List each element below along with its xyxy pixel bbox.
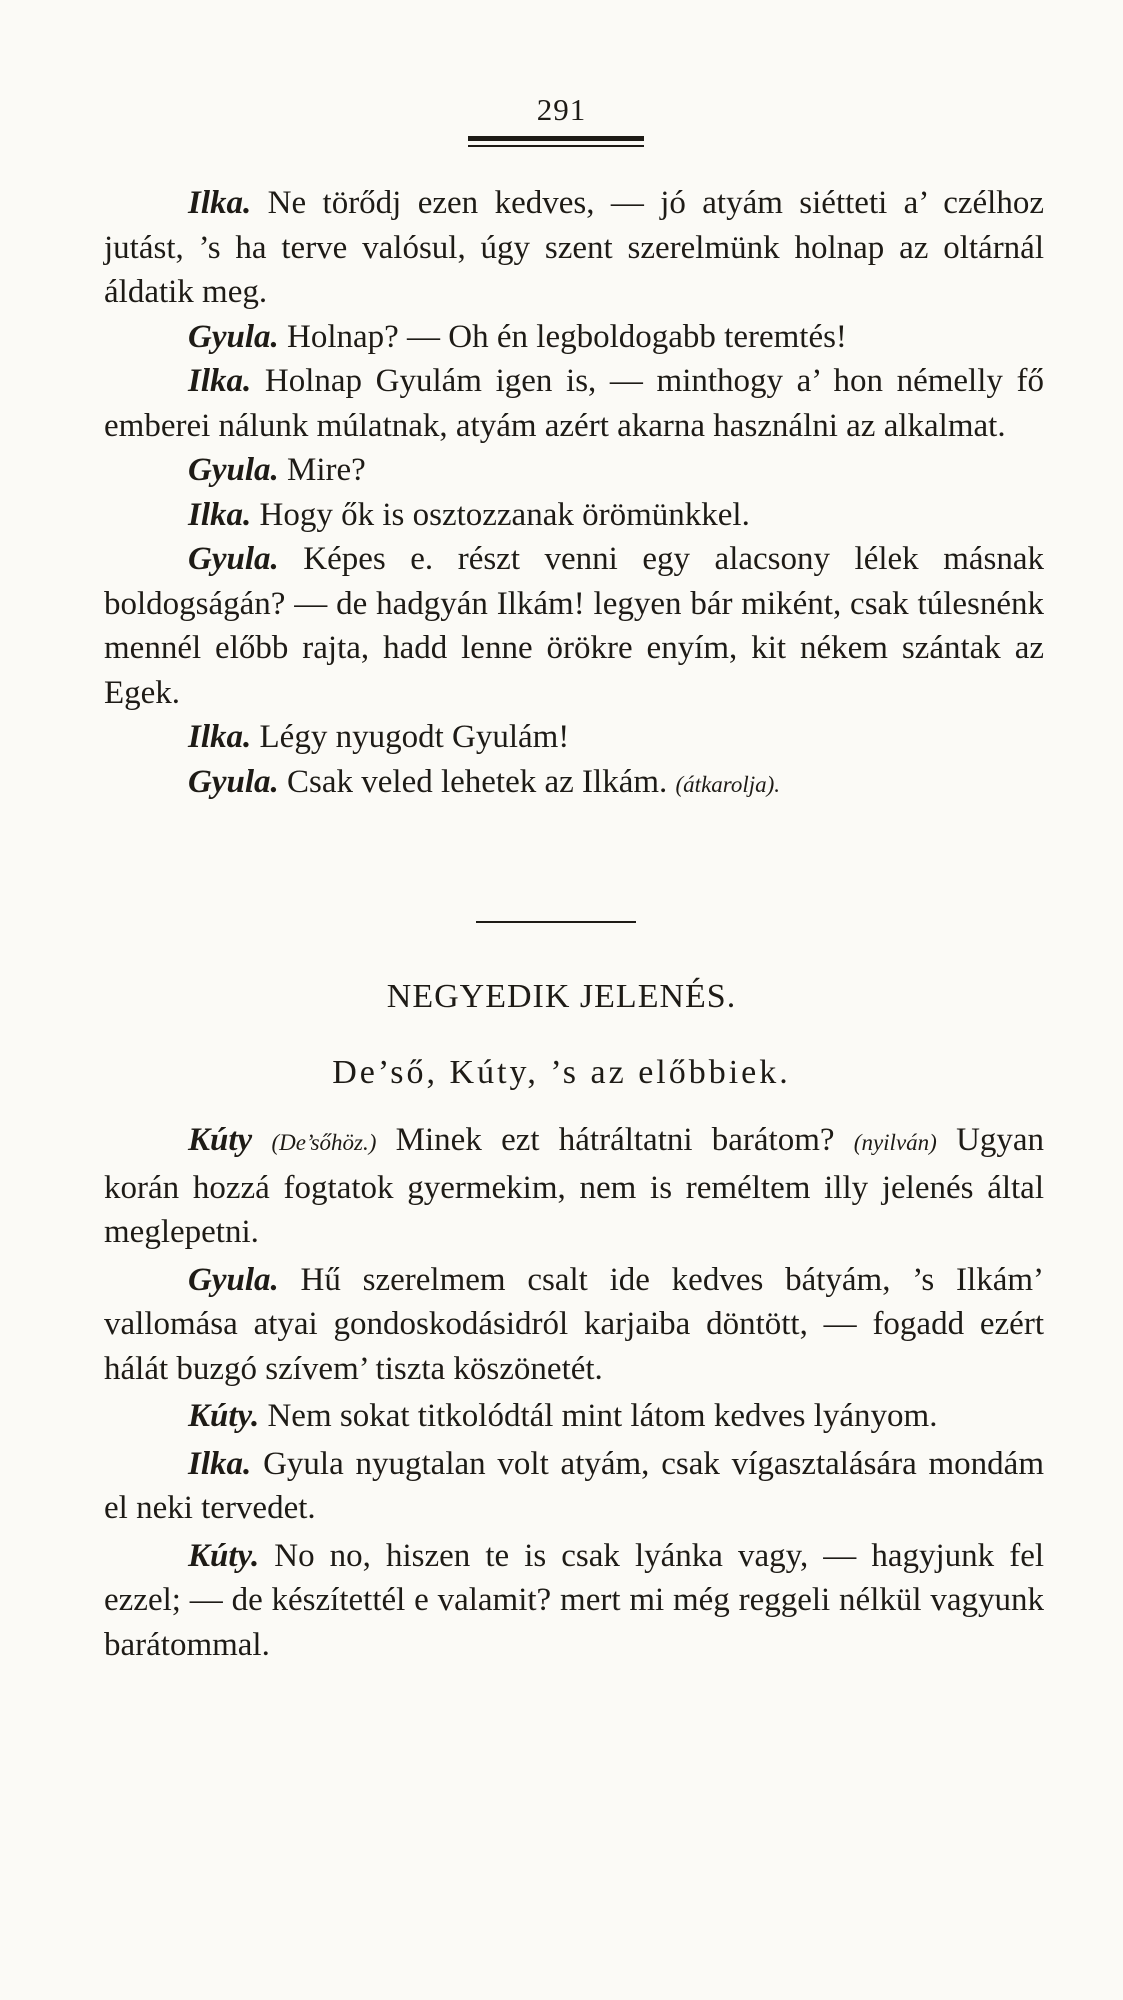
line-text: Nem sokat titkolódtál mint látom kedves lyányom. [267,1398,938,1434]
stage-direction: (átkarolja). [675,771,781,797]
dialogue-line [104,1534,1044,1668]
line-text: Ugyan korán hozzá fogtatok gyermekim, nem is reméltem illy jelenés által meglepetni. [104,1122,1045,1250]
line-text: Holnap? — Oh én legboldogabb teremtés! [287,318,847,355]
dialogue-line [104,315,1044,360]
dialogue-line [104,1258,1044,1392]
speaker-name: Kúty [188,1122,253,1158]
dialogue-line [104,359,1044,448]
speaker-name: Gyula. [188,1261,279,1298]
line-text: No no, hiszen te is csak lyánka vagy, — hagyjunk fel ezzel; — de készítettél e valamit? mert mi még reggeli nélkül vagyunk barátommal. [104,1537,1045,1663]
dialogue-line [104,493,1044,538]
scene-cast: De’ső, Kúty, ’s az előbbiek. [332,1054,791,1091]
line-text: Képes e. részt venni egy alacsony lélek másnak boldogságán? — de hadgyán Ilkám! legyen bár miként, csak túlesnénk mennél előbb rajta, hadd lenne örökre enyím, kit nékem szántak az Egek. [104,541,1044,711]
dialogue-block-2 [104,1118,1044,1670]
dialogue-line [104,715,1044,760]
dialogue-line [104,1442,1044,1531]
speaker-name: Kúty. [188,1537,260,1574]
line-text: Gyula nyugtalan volt atyám, csak vígasztalására mondám el neki tervedet. [104,1445,1044,1526]
speaker-name: Kúty. [188,1398,260,1434]
line-text: Csak veled lehetek az Ilkám. [287,763,668,800]
dialogue-line [104,448,1044,493]
line-text: Légy nyugodt Gyulám! [259,719,570,755]
line-text: Hű szerelmem csalt ide kedves bátyám, ’s Ilkám’ vallomása atyai gondoskodásidról karjaiba döntött, — fogadd ezért hálát buzgó szívem’ tiszta köszönetét. [104,1261,1044,1387]
speaker-name: Gyula. [188,541,279,577]
speaker-name: Gyula. [188,763,279,800]
speaker-name: Gyula. [188,318,279,355]
page-number: 291 [536,92,587,127]
dialogue-block-1 [104,181,1044,807]
dialogue-line [104,1118,1044,1255]
dialogue-line [104,537,1044,715]
speaker-name: Ilka. [188,185,252,221]
speaker-name: Ilka. [188,496,252,533]
line-text: Ne törődj ezen kedves, — jó atyám siétteti a’ czélhoz jutást, ’s ha terve valósul, úgy szent szerelmünk holnap az oltárnál áldatik meg. [104,185,1044,310]
speaker-name: Ilka. [188,1445,252,1482]
dialogue-line [104,1394,1044,1439]
dialogue-line [104,181,1044,315]
line-text: Holnap Gyulám igen is, — minthogy a’ hon némelly fő emberei nálunk múlatnak, atyám azért akarna használni az alkalmat. [104,363,1044,444]
scene-title: NEGYEDIK JELENÉS. [386,978,737,1015]
speaker-name: Gyula. [188,452,279,488]
line-text: Minek ezt hátráltatni barátom? [395,1122,835,1158]
header-rule-thick [468,136,644,141]
speaker-name: Ilka. [188,363,252,399]
stage-direction: (nyilván) [853,1130,937,1155]
speaker-name: Ilka. [188,719,252,755]
header-rule-thin [468,145,644,147]
line-text: Hogy ők is osztozzanak örömünkkel. [259,496,750,533]
dialogue-line [104,760,1044,808]
scene-divider [476,921,636,923]
line-text: Mire? [287,452,366,488]
stage-direction: (De’sőhöz.) [271,1130,377,1155]
